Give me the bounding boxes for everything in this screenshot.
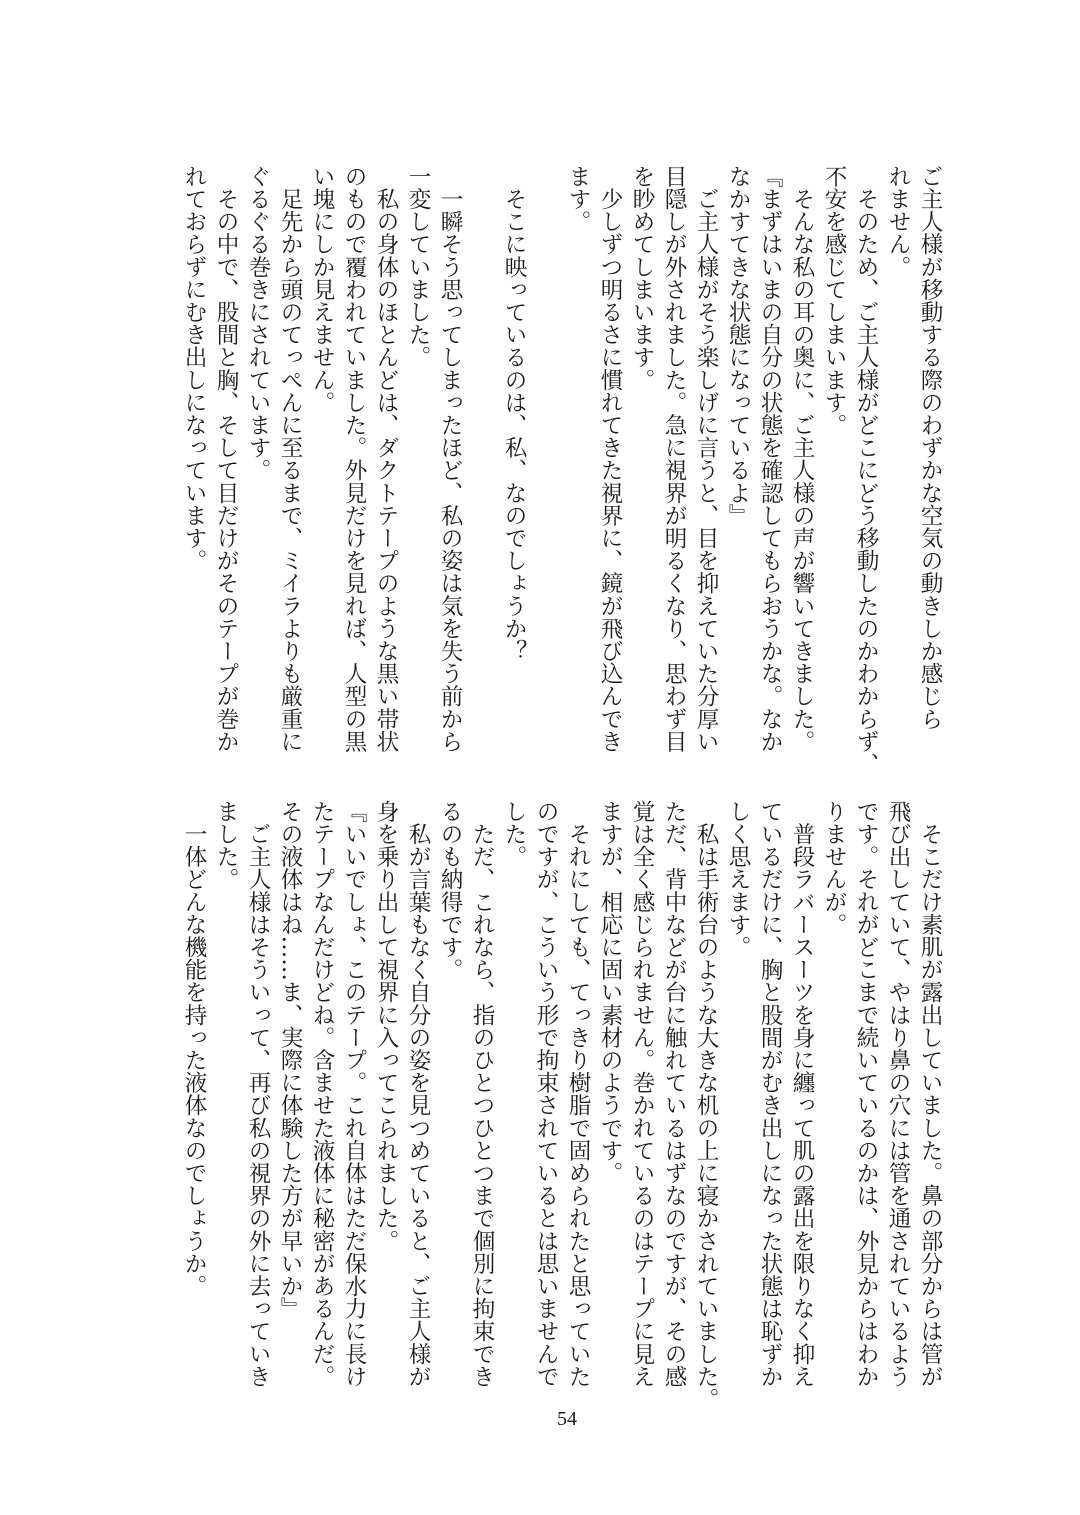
text-line: ます。 xyxy=(565,165,591,233)
text-line: 私が言葉もなく自分の姿を見つめていると、ご主人様が xyxy=(405,800,431,1388)
text-line: ました。 xyxy=(213,800,239,891)
text-line: のもので覆われていました。外見だけを見れば、人型の黒 xyxy=(341,165,367,753)
text-line: 『まずはいまの自分の状態を確認してもらおうかな。なか xyxy=(757,165,783,753)
text-line: を眇めてしまいます。 xyxy=(629,165,655,391)
text-line: そんな私の耳の奥に、ご主人様の声が響いてきました。 xyxy=(789,165,815,753)
text-line: その中で、股間と胸、そして目だけがそのテープが巻か xyxy=(213,165,239,753)
text-line: ぐるぐる巻きにされています。 xyxy=(245,165,271,482)
text-line: 普段ラバースーツを身に纏って肌の露出を限りなく抑え xyxy=(789,800,815,1388)
text-block-lower xyxy=(178,800,946,1411)
text-line: ご主人様はそういって、再び私の視界の外に去っていき xyxy=(245,800,271,1388)
text-line: 身を乗り出して視界に入ってこられました。 xyxy=(373,800,399,1252)
text-line: ただ、これなら、指のひとつひとつまで個別に拘束でき xyxy=(469,800,495,1388)
text-line: ご主人様がそう楽しげに言うと、目を抑えていた分厚い xyxy=(693,165,719,753)
text-line: しく思えます。 xyxy=(725,800,751,959)
text-line: 飛び出していて、やはり鼻の穴には管を通されているよう xyxy=(885,800,911,1388)
page-number: 54 xyxy=(557,1408,577,1430)
text-line: のですが、こういう形で拘束されているとは思いませんで xyxy=(533,800,559,1388)
text-line: 目隠しが外されました。急に視界が明るくなり、思わず目 xyxy=(661,165,687,753)
text-line: れません。 xyxy=(885,165,911,278)
text-line: その液体はね……ま、実際に体験した方が早いか』 xyxy=(277,800,303,1320)
text-line: 不安を感じてしまいます。 xyxy=(821,165,847,437)
text-line: ているだけに、胸と股間がむき出しになった状態は恥ずか xyxy=(757,800,783,1388)
text-line: 『いいでしょ、このテープ。これ自体はただ保水力に長け xyxy=(341,800,367,1388)
text-line: ご主人様が移動する際のわずかな空気の動きしか感じら xyxy=(917,165,943,730)
text-line: 足先から頭のてっぺんに至るまで、ミイラよりも厳重に xyxy=(277,165,303,753)
text-line: たテープなんだけどね。含ませた液体に秘密があるんだ。 xyxy=(309,800,335,1388)
text-line: 一変していました。 xyxy=(405,165,431,369)
text-line: そこだけ素肌が露出していました。鼻の部分からは管が xyxy=(917,800,943,1388)
text-line: です。それがどこまで続いているのかは、外見からはわか xyxy=(853,800,879,1388)
text-line: 一体どんな機能を持った液体なのでしょうか。 xyxy=(181,800,207,1298)
text-line: 覚は全く感じられません。巻かれているのはテープに見え xyxy=(629,800,655,1388)
text-line: りませんが。 xyxy=(821,800,847,936)
text-line: るのも納得です。 xyxy=(437,800,463,981)
text-line: した。 xyxy=(501,800,527,868)
text-block-upper xyxy=(178,165,946,776)
text-line: なかすてきな状態になっているよ』 xyxy=(725,165,751,527)
text-line: そのため、ご主人様がどこにどう移動したのかわからず、 xyxy=(853,165,879,776)
text-line: 少しずつ明るさに慣れてきた視界に、鏡が飛び込んでき xyxy=(597,165,623,753)
text-line: それにしても、てっきり樹脂で固められたと思っていた xyxy=(565,800,591,1388)
text-line xyxy=(466,165,498,765)
text-line: 私は手術台のような大きな机の上に寝かされていました。 xyxy=(693,800,719,1411)
text-line: ますが、相応に固い素材のようです。 xyxy=(597,800,623,1185)
text-line xyxy=(530,165,562,765)
text-line: 一瞬そう思ってしまったほど、私の姿は気を失う前から xyxy=(437,165,463,753)
text-line: そこに映っているのは、私、なのでしょうか？ xyxy=(501,165,527,663)
text-line: い塊にしか見えません。 xyxy=(309,165,335,414)
text-line: ただ、背中などが台に触れているはずなのですが、その感 xyxy=(661,800,687,1388)
text-line: れておらずにむき出しになっています。 xyxy=(181,165,207,572)
text-line: 私の身体のほとんどは、ダクトテープのような黒い帯状 xyxy=(373,165,399,753)
